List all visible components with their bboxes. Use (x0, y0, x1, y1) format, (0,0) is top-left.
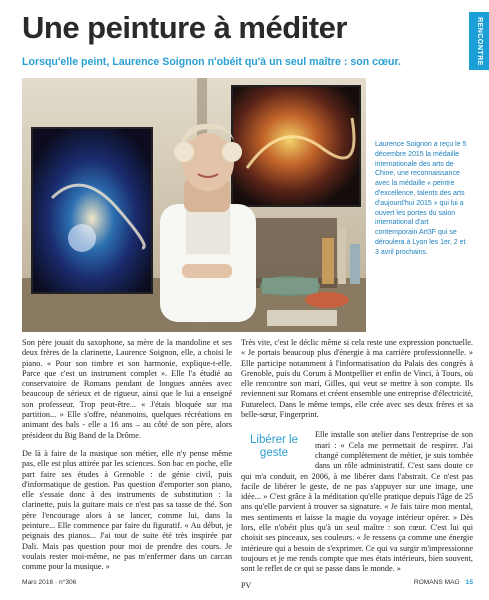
magazine-info (414, 579, 473, 586)
article-title: Une peinture à méditer (22, 10, 347, 45)
pull-quote: Libérer le geste (250, 434, 298, 460)
artist-photo (22, 78, 366, 332)
issue-date: Mars 2016 · n°306 (22, 579, 77, 586)
artist-photo-illustration (22, 78, 366, 332)
photo-caption: Laurence Soignon a reçu le 5 décembre 2015 la médaille internationale des arts de Chine, une reconnaissance avec la médaille « peintre d'excellence, talents des arts d'aujourd'hui 2015 » qui lui a ouvert les portes du salon international d'art contemporain Art3F qui se déroulera à Lyon les 1er, 2 et 3 avril prochains. (375, 141, 467, 256)
magazine-name: ROMANS MAG (413, 579, 460, 586)
page-number: 15 (465, 579, 473, 586)
column2-section (241, 430, 473, 574)
article-column-1 (22, 338, 232, 573)
author-signature: PV (241, 580, 252, 590)
section-tab-label: RENCONTRE (475, 16, 483, 66)
column2-paragraph-1: Très vite, c'est le déclic même si cela reste une expression ponctuelle. « Je portais beaucoup plus d'énergie à ma carrière professionnelle. » Elle participe notamment à l'informatisation du Palais des congrès à Grenoble, puis du Corum à Montpellier et enfin de Vinci, à Tours, où elle rencontre son mari, Gilles, qui veut se mettre à son compte. Ils reviennent sur Romans et créent ensemble une entreprise d'électricité, Futurelect. Dans le même temps, elle crée avec ses deux frères et sa belle-sœur, Fingerprint. (241, 338, 473, 420)
column1-paragraph-2: De là à faire de la musique son métier, elle n'y pense même pas, elle est plus attirée par les sciences. Son bac en poche, elle part faire ses études à Grenoble : de génie civil, puis d'informatique de gestion. Pas question d'emporter son piano, elle s'essaie donc à des instruments de substitution : la clarinette, puis la guitare mais ce n'est pas sa tasse de thé. Son père l'encourage alors à se lancer, comme lui, dans la peinture... Elle commence par faire du figuratif. « Au début, je peignais des pianos... J'ai tout de suite été très inspirée par Dali. Mais pas question pour moi de prendre des cours. Je voulais rester moi-même, ne pas m'enfermer dans un carcan comme pour la musique. » (22, 448, 232, 572)
section-tab (469, 12, 489, 70)
article-column-2 (241, 338, 473, 591)
article-subtitle: Lorsqu'elle peint, Laurence Soignon n'obéit qu'à un seul maître : son cœur. (22, 56, 401, 68)
column2-paragraph-2: Elle installe son atelier dans l'entreprise de son mari : « Cela me permettait de respirer. J'ai changé complètement de métier, je suis tombée dans un rôle administratif. C'est sans doute ce qui m'a conduit, en 2006, à me libérer dans l'abstrait. Ce n'est pas facile de libérer le geste, de ne pas s'appuyer sur une image, une idée... » C'est grâce à la méditation qu'elle pratique depuis l'âge de 25 ans qu'elle parvient à trouver sa signature. « Je fais taire mon mental, mes sentiments et laisse la magie du voyage intérieur opérer. » Dès lors, elle n'obéit plus qu'à un seul maître : son cœur. C'est lui qui choisit ses pinceaux, ses couleurs. « Je ressens ça comme une énergie intérieure qui a besoin de s'exprimer. Ce qui va surgir m'impressionne toujours et je me rends compte que mes états intérieurs, bien souvent, sont le reflet de ce qui se passe dans le monde. » (241, 430, 473, 574)
column1-paragraph-1: Son père jouait du saxophone, sa mère de la mandoline et ses deux frères de la clarinette, Laurence Soignon, elle, a choisi le piano. « Pour son timbre et son harmonie, explique-t-elle. Parce que c'est un instrument complet ». Elle l'a étudié au conservatoire de Romans pendant de longues années avec beaucoup de sérieux et de rigueur, ainsi que le lui a enseigné son professeur. Trop peut-être... « J'étais bloquée sur ma partition... » Elle s'offre, néanmoins, quelques récréations en animant des bals - elle a 16 ans – au côté de son père, alors président du Big Band de la Drôme. (22, 338, 232, 440)
